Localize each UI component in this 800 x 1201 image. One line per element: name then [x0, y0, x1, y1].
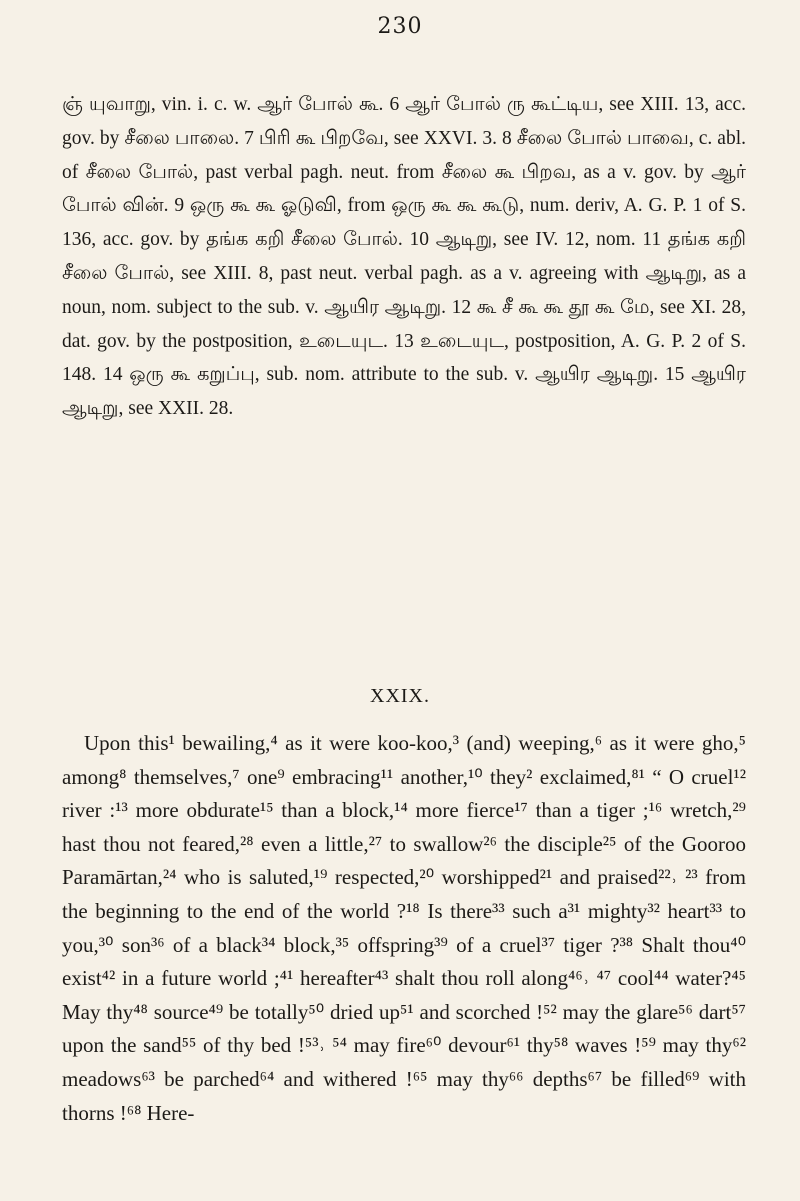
page-number: 230	[377, 14, 423, 39]
section-heading: XXIX.	[370, 685, 430, 707]
translation-paragraph: Upon this¹ bewailing,⁴ as it were koo-koo,³ (and) weeping,⁶ as it were gho,⁵ among⁸ themselves,⁷ one⁹ embracing¹¹ another,¹⁰ they² exclaimed,⁸¹ “ O cruel¹² river :¹³ more obdurate¹⁵ than a block,¹⁴ more fierce¹⁷ than a tiger ;¹⁶ wretch,²⁹ hast thou not feared,²⁸ even a little,²⁷ to swallow²⁶ the disciple²⁵ of the Gooroo Paramārtan,²⁴ who is saluted,¹⁹ respected,²⁰ worshipped²¹ and praised²²˒ ²³ from the beginning to the end of the world ?¹⁸ Is there³³ such a³¹ mighty³² heart³³ to you,³⁰ son³⁶ of a black³⁴ block,³⁵ offspring³⁹ of a cruel³⁷ tiger ?³⁸ Shalt thou⁴⁰ exist⁴² in a future world ;⁴¹ hereafter⁴³ shalt thou roll along⁴⁶˒ ⁴⁷ cool⁴⁴ water?⁴⁵ May thy⁴⁸ source⁴⁹ be totally⁵⁰ dried up⁵¹ and scorched !⁵² may the glare⁵⁶ dart⁵⁷ upon the sand⁵⁵ of thy bed !⁵³˒ ⁵⁴ may fire⁶⁰ devour⁶¹ thy⁵⁸ waves !⁵⁹ may thy⁶² meadows⁶³ be parched⁶⁴ and withered !⁶⁵ may thy⁶⁶ depths⁶⁷ be filled⁶⁹ with thorns !⁶⁸ Here-	[62, 731, 746, 1125]
vocabulary-notes: ஞ் யுவாறு, vin. i. c. w. ஆர் போல் கூ. 6 ஆர் போல் ரு கூட்டிய, see XIII. 13, acc. gov. by சீலை பாலை. 7 பிரி கூ பிறவே, see XXVI. 3. 8 சீலை போல் பாவை, c. abl. of சீலை போல், past verbal pagh. neut. from சீலை கூ பிறவ, as a v. gov. by ஆர் போல் வின். 9 ஒரு கூ கூ ஓடுவி, from ஒரு கூ கூ கூடு, num. deriv, A. G. P. 1 of S. 136, acc. gov. by தங்க கறி சீலை போல். 10 ஆடிறு, see IV. 12, nom. 11 தங்க கறி சீலை போல், see XIII. 8, past neut. verbal pagh. as a v. agreeing with ஆடிறு, as a noun, nom. subject to the sub. v. ஆயிர ஆடிறு. 12 கூ சீ கூ கூ தூ கூ மே, see XI. 28, dat. gov. by the postposition, உடையுட. 13 உடையுட, postposition, A. G. P. 2 of S. 148. 14 ஒரு கூ கறுப்பு, sub. nom. attribute to the sub. v. ஆயிர ஆடிறு. 15 ஆயிர ஆடிறு, see XXII. 28.	[62, 94, 746, 420]
